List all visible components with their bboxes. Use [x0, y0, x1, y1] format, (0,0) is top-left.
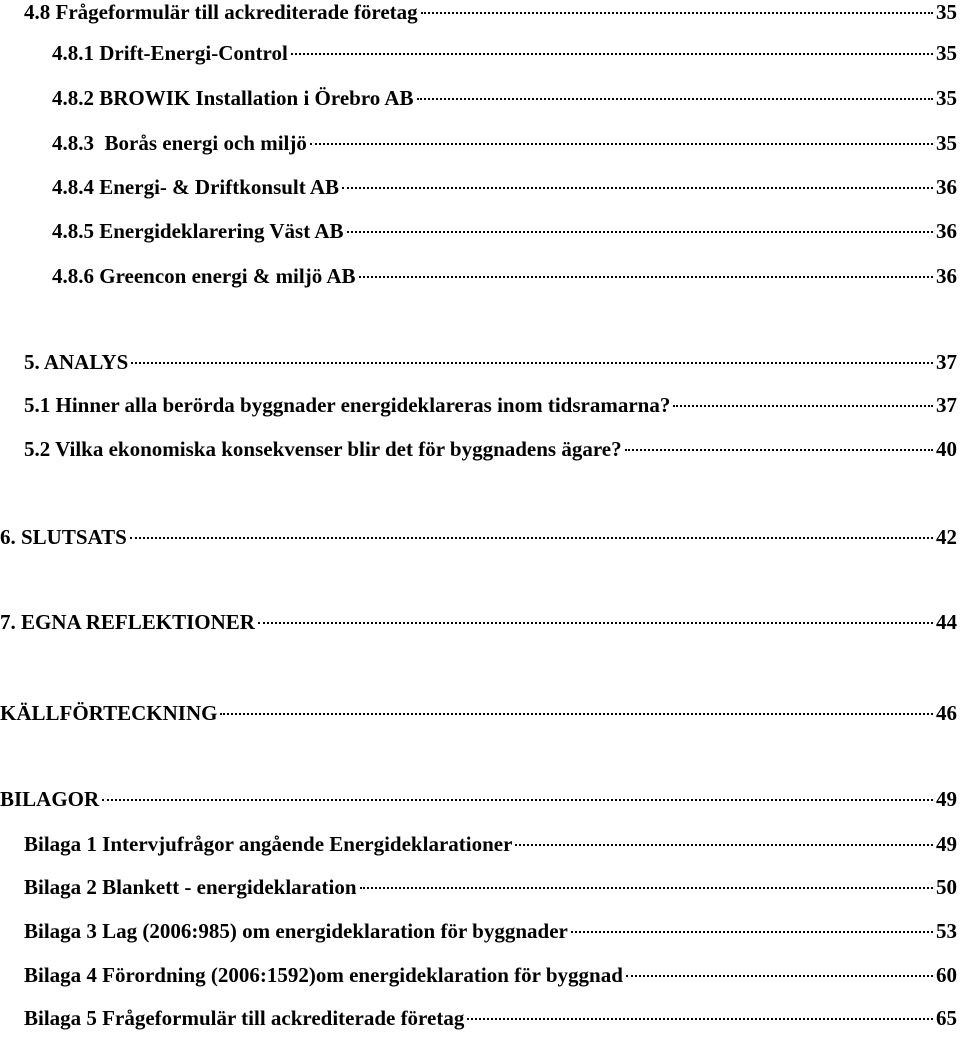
- toc-entry[interactable]: [52, 219, 957, 244]
- dot-leader: [417, 98, 933, 100]
- toc-entry[interactable]: [52, 41, 957, 66]
- toc-entry-page: 35: [936, 0, 957, 24]
- toc-entry-label: Bilaga 5 Frågeformulär till ackrediterade företag: [24, 1006, 465, 1030]
- toc-entry-label: 4.8.2 BROWIK Installation i Örebro AB: [52, 86, 414, 110]
- toc-entry-page: 35: [936, 86, 957, 110]
- toc-entry[interactable]: [24, 919, 957, 944]
- toc-entry-label: 7. EGNA REFLEKTIONER: [0, 610, 255, 634]
- toc-entry[interactable]: [0, 787, 957, 812]
- toc-entry-label: 5.2 Vilka ekonomiska konsekvenser blir det för byggnadens ägare?: [24, 437, 622, 461]
- toc-entry[interactable]: [52, 264, 957, 289]
- toc-entry-page: 36: [936, 175, 957, 199]
- toc-entry-label: KÄLLFÖRTECKNING: [0, 701, 218, 725]
- toc-entry-page: 37: [936, 350, 957, 374]
- toc-entry-page: 50: [936, 875, 957, 899]
- toc-entry[interactable]: [24, 963, 957, 988]
- toc-entry[interactable]: [52, 86, 957, 111]
- toc-entry-label: 5. ANALYS: [24, 350, 129, 374]
- toc-entry-label: 4.8.6 Greencon energi & miljö AB: [52, 264, 356, 288]
- dot-leader: [258, 622, 933, 624]
- toc-entry[interactable]: [52, 131, 957, 156]
- toc-entry-label: 4.8 Frågeformulär till ackrediterade företag: [24, 0, 418, 24]
- toc-entry-label: 4.8.5 Energideklarering Väst AB: [52, 219, 344, 243]
- dot-leader: [130, 537, 933, 539]
- toc-entry-label: 6. SLUTSATS: [0, 525, 127, 549]
- dot-leader: [102, 799, 933, 801]
- toc-entry[interactable]: [0, 701, 957, 726]
- toc-entry[interactable]: [24, 832, 957, 857]
- toc-entry[interactable]: [24, 350, 957, 375]
- toc-entry-label: 4.8.1 Drift-Energi-Control: [52, 41, 288, 65]
- toc-entry-page: 65: [936, 1006, 957, 1030]
- toc-entry-label: Bilaga 2 Blankett - energideklaration: [24, 875, 357, 899]
- toc-entry[interactable]: [24, 1006, 957, 1031]
- toc-entry[interactable]: [24, 0, 957, 25]
- toc-entry-page: 37: [936, 393, 957, 417]
- dot-leader: [131, 362, 933, 364]
- toc-entry[interactable]: [52, 175, 957, 200]
- toc-entry-page: 36: [936, 264, 957, 288]
- dot-leader: [291, 53, 933, 55]
- dot-leader: [347, 231, 934, 233]
- dot-leader: [571, 931, 933, 933]
- dot-leader: [360, 887, 934, 889]
- toc-entry-page: 53: [936, 919, 957, 943]
- dot-leader: [421, 12, 933, 14]
- toc-entry-page: 42: [936, 525, 957, 549]
- dot-leader: [626, 975, 933, 977]
- toc-entry-label: Bilaga 3 Lag (2006:985) om energideklaration för byggnader: [24, 919, 568, 943]
- toc-entry[interactable]: [0, 610, 957, 635]
- toc-entry-page: 35: [936, 131, 957, 155]
- dot-leader: [359, 276, 934, 278]
- toc-entry-label: 5.1 Hinner alla berörda byggnader energideklareras inom tidsramarna?: [24, 393, 671, 417]
- toc-entry-label: Bilaga 1 Intervjufrågor angående Energideklarationer: [24, 832, 513, 856]
- dot-leader: [515, 844, 933, 846]
- dot-leader: [342, 187, 933, 189]
- toc-entry-label: 4.8.4 Energi- & Driftkonsult AB: [52, 175, 340, 199]
- toc-entry-page: 49: [936, 832, 957, 856]
- toc-entry-label: Bilaga 4 Förordning (2006:1592)om energideklaration för byggnad: [24, 963, 623, 987]
- dot-leader: [467, 1018, 933, 1020]
- toc-entry-page: 40: [936, 437, 957, 461]
- toc-entry-page: 60: [936, 963, 957, 987]
- toc-entry-label: BILAGOR: [0, 787, 100, 811]
- dot-leader: [220, 713, 933, 715]
- toc-entry[interactable]: [24, 393, 957, 418]
- toc-entry[interactable]: [0, 525, 957, 550]
- dot-leader: [310, 143, 933, 145]
- toc-entry-page: 36: [936, 219, 957, 243]
- toc-entry-label: 4.8.3 Borås energi och miljö: [52, 131, 307, 155]
- dot-leader: [625, 449, 933, 451]
- toc-entry[interactable]: [24, 437, 957, 462]
- toc-entry-page: 49: [936, 787, 957, 811]
- toc-entry[interactable]: [24, 875, 957, 900]
- toc-entry-page: 35: [936, 41, 957, 65]
- toc-entry-page: 44: [936, 610, 957, 634]
- toc-entry-page: 46: [936, 701, 957, 725]
- dot-leader: [673, 405, 933, 407]
